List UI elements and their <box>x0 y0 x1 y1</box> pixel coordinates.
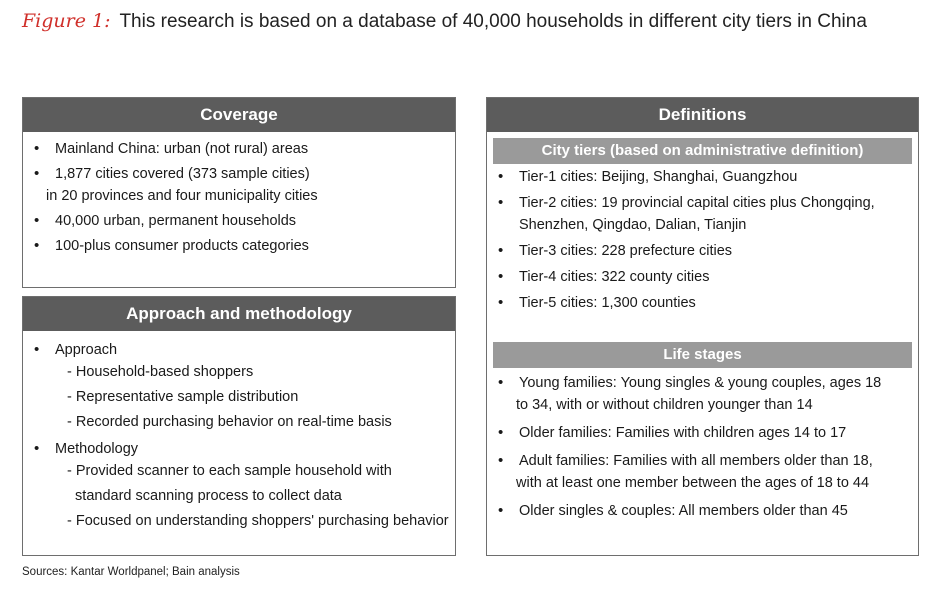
city-tier-item: • Tier-5 cities: 1,300 counties <box>487 292 918 314</box>
methodology-subitem: standard scanning process to collect data <box>67 488 342 504</box>
coverage-list <box>23 132 455 257</box>
approach-box <box>22 296 456 556</box>
life-stages-list <box>487 368 918 522</box>
figure-title-text: This research is based on a database of 40,000 households in different city tiers in China <box>119 11 867 32</box>
city-tiers-list <box>487 164 918 314</box>
methodology-subitem: - Focused on understanding shoppers' purchasing behavior <box>67 513 449 529</box>
city-tier-item: • Tier-1 cities: Beijing, Shanghai, Guangzhou <box>487 166 918 188</box>
city-tier-item: • Tier-3 cities: 228 prefecture cities <box>487 240 918 262</box>
methodology-label: • Methodology <box>55 441 139 457</box>
approach-label: • Approach <box>55 342 118 358</box>
city-tier-item: • Tier-4 cities: 322 county cities <box>487 266 918 288</box>
sources-note: Sources: Kantar Worldpanel; Bain analysis <box>22 566 240 578</box>
figure-title <box>22 10 867 33</box>
coverage-item: • 1,877 cities covered (373 sample cities) in 20 provinces and four municipality cities <box>23 163 455 207</box>
coverage-item: • Mainland China: urban (not rural) areas <box>23 138 455 160</box>
city-tiers-header: City tiers (based on administrative definition) <box>493 138 912 164</box>
coverage-header: Coverage <box>23 98 455 132</box>
approach-section <box>23 339 455 433</box>
coverage-box <box>22 97 456 288</box>
definitions-box <box>486 97 919 556</box>
life-stages-header: Life stages <box>493 342 912 368</box>
life-stage-item: • Adult families: Families with all members older than 18, with at least one member between the ages of 18 to 44 <box>487 450 918 494</box>
approach-subitem: - Household-based shoppers <box>67 364 254 380</box>
approach-header: Approach and methodology <box>23 297 455 331</box>
coverage-item: • 100-plus consumer products categories <box>23 235 455 257</box>
life-stage-item: • Older families: Families with children ages 14 to 17 <box>487 422 918 444</box>
coverage-item: • 40,000 urban, permanent households <box>23 210 455 232</box>
methodology-section <box>23 438 455 532</box>
life-stage-item: • Older singles & couples: All members older than 45 <box>487 500 918 522</box>
approach-subitem: - Recorded purchasing behavior on real-time basis <box>67 414 392 430</box>
figure-label: Figure 1: <box>22 10 111 32</box>
methodology-subitem: - Provided scanner to each sample household with <box>67 463 392 479</box>
city-tier-item: • Tier-2 cities: 19 provincial capital cities plus Chongqing, Shenzhen, Qingdao, Dalian, Tianjin <box>487 192 918 236</box>
life-stage-item: • Young families: Young singles & young couples, ages 18 to 34, with or without children younger than 14 <box>487 372 918 416</box>
definitions-header: Definitions <box>487 98 918 132</box>
approach-subitem: - Representative sample distribution <box>67 389 299 405</box>
approach-list <box>23 331 455 532</box>
